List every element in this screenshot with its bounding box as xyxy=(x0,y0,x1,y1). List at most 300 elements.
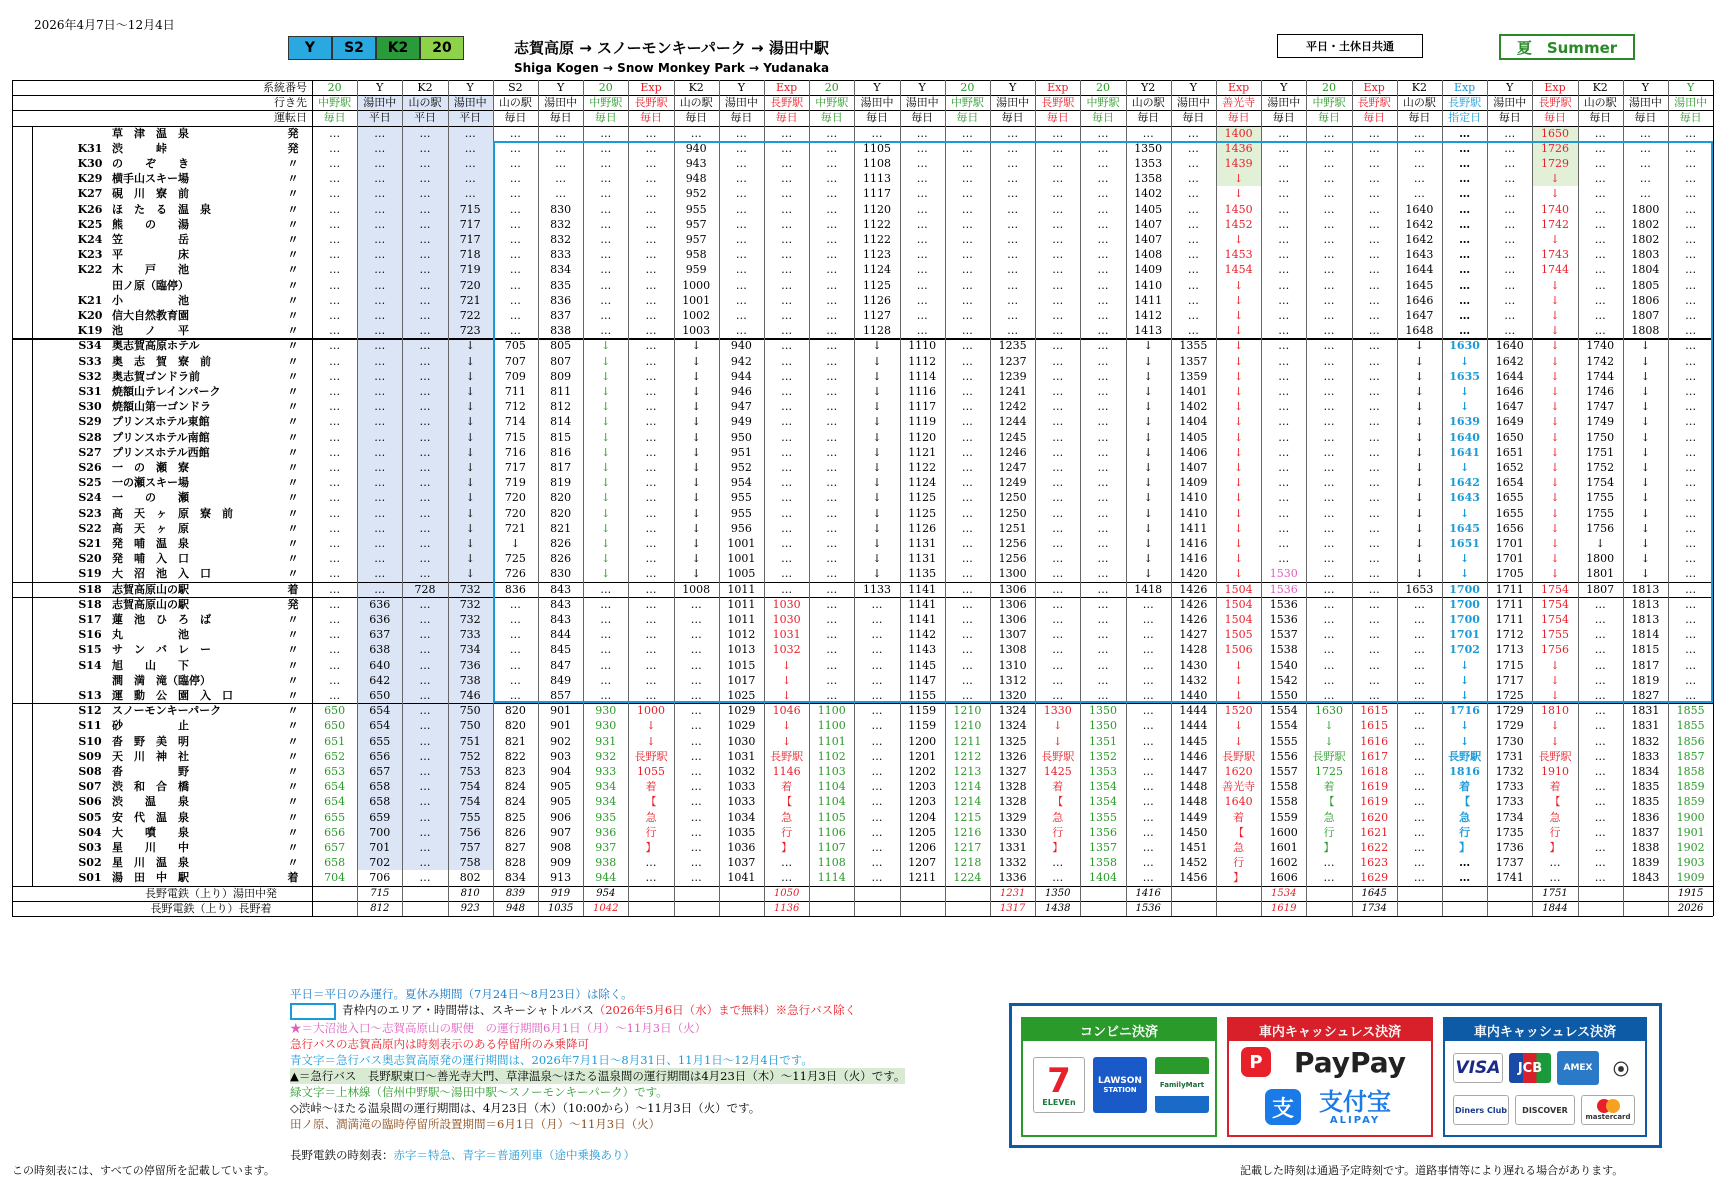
railway-connection-label: 長野電鉄（上り）長野着 xyxy=(150,901,272,915)
departure-time: 1755 xyxy=(1540,628,1569,642)
departure-time: … xyxy=(916,157,928,170)
departure-time: 長野駅 xyxy=(1041,749,1075,763)
route-badge-y: Y xyxy=(288,36,332,60)
stop-name: 発 哺 温 泉 xyxy=(112,537,189,550)
departure-time: … xyxy=(826,445,838,459)
departure-time: 1536 xyxy=(1269,613,1298,626)
departure-time: 1701 xyxy=(1449,628,1480,642)
departure-time: ↓ xyxy=(1640,567,1650,581)
departure-time: … xyxy=(374,309,386,322)
departure-time: ↓ xyxy=(691,461,701,474)
departure-time: 1351 xyxy=(1088,734,1117,748)
departure-time: 1401 xyxy=(1179,385,1208,398)
departure-time: … xyxy=(1097,202,1109,216)
departure-time: … xyxy=(645,187,657,201)
departure-time: … xyxy=(1368,248,1380,262)
departure-time: … xyxy=(555,172,567,186)
stop-mark: 〃 xyxy=(287,613,299,626)
departure-time: 1902 xyxy=(1676,841,1705,854)
departure-time: 1031 xyxy=(727,749,756,763)
departure-time: … xyxy=(1323,476,1335,490)
departure-time: … xyxy=(1097,293,1109,307)
departure-time: … xyxy=(1459,324,1471,338)
departure-time: 1235 xyxy=(998,339,1027,353)
note-shuttle xyxy=(290,1002,905,1020)
departure-time: 654 xyxy=(369,719,391,733)
departure-time: … xyxy=(1187,172,1199,186)
page-title-english: Shiga Kogen → Snow Monkey Park → Yudanaka xyxy=(514,61,830,75)
departure-time: ↓ xyxy=(1459,719,1470,733)
departure-time: 700 xyxy=(369,825,391,839)
railway-time: 1751 xyxy=(1542,887,1568,899)
departure-time: 942 xyxy=(730,354,752,368)
departure-time: ↓ xyxy=(1414,385,1424,398)
departure-time: … xyxy=(1504,263,1516,277)
trip-dest: 湯田中 xyxy=(544,96,578,110)
departure-time: … xyxy=(961,628,973,642)
departure-time: 1217 xyxy=(953,841,982,854)
shuttle-frame-swatch xyxy=(290,1003,336,1020)
departure-time: … xyxy=(419,841,431,854)
departure-time: … xyxy=(735,233,747,246)
railway-time: 1619 xyxy=(1271,902,1297,914)
departure-time: … xyxy=(1323,202,1335,216)
departure-time: … xyxy=(1413,157,1425,170)
departure-time: … xyxy=(329,521,341,535)
trip-dest: 長野駅 xyxy=(1448,96,1482,110)
departure-time: … xyxy=(871,825,883,839)
departure-time: … xyxy=(1685,613,1697,626)
departure-time: 1807 xyxy=(1631,309,1660,322)
departure-time: … xyxy=(1594,689,1606,702)
departure-time: 821 xyxy=(504,734,526,748)
departure-time: ↓ xyxy=(465,445,475,459)
departure-time: 757 xyxy=(459,841,481,854)
departure-time: … xyxy=(645,597,657,611)
departure-time: … xyxy=(600,141,612,155)
departure-time: … xyxy=(1685,202,1697,216)
departure-time: … xyxy=(1007,126,1019,140)
trip-days: 平日 xyxy=(368,111,391,125)
departure-time: 843 xyxy=(550,597,572,611)
departure-time: … xyxy=(645,537,657,550)
departure-time: 1536 xyxy=(1269,597,1298,611)
departure-time: ↓ xyxy=(601,354,611,368)
departure-time: ↓ xyxy=(1550,491,1560,505)
departure-time: … xyxy=(1504,233,1516,246)
departure-time: … xyxy=(1052,263,1064,277)
departure-time: … xyxy=(781,415,793,429)
departure-time: … xyxy=(781,278,793,292)
departure-time: 1406 xyxy=(1179,445,1208,459)
departure-time: 1729 xyxy=(1495,719,1524,733)
departure-time: … xyxy=(961,233,973,246)
departure-time: 709 xyxy=(504,369,526,383)
departure-time: 830 xyxy=(550,567,572,581)
departure-time: 1640 xyxy=(1449,430,1480,444)
departure-time: … xyxy=(1052,233,1064,246)
departure-time: ↓ xyxy=(1550,385,1560,398)
trip-days: 平日 xyxy=(459,111,482,125)
departure-time: 1324 xyxy=(998,704,1027,718)
departure-time: 1444 xyxy=(1179,719,1208,733)
departure-time: … xyxy=(374,430,386,444)
departure-time: 1542 xyxy=(1269,673,1298,687)
departure-time: 1108 xyxy=(817,856,846,870)
departure-time: 732 xyxy=(459,613,481,626)
departure-time: ↓ xyxy=(872,537,882,550)
trip-days: 毎日 xyxy=(775,111,798,125)
departure-time: … xyxy=(509,141,521,155)
trip-route: 20 xyxy=(327,81,342,94)
departure-time: ↓ xyxy=(1459,552,1470,566)
departure-time: … xyxy=(1097,567,1109,581)
departure-time: … xyxy=(1097,400,1109,414)
departure-time: … xyxy=(1142,734,1154,748)
departure-time: … xyxy=(781,567,793,581)
railway-connection-label: 長野電鉄（上り）湯田中発 xyxy=(145,886,277,900)
departure-time: … xyxy=(645,202,657,216)
departure-time: … xyxy=(374,157,386,170)
departure-time: … xyxy=(690,871,702,885)
departure-time: 1621 xyxy=(1360,825,1389,839)
departure-time: … xyxy=(600,157,612,170)
departure-time: … xyxy=(1052,521,1064,535)
railway-time: 839 xyxy=(505,887,525,899)
departure-time: … xyxy=(600,613,612,626)
departure-time: 1350 xyxy=(1088,704,1117,718)
departure-time: 728 xyxy=(414,582,436,596)
departure-time: 734 xyxy=(459,643,481,657)
departure-time: … xyxy=(826,613,838,626)
departure-time: ↓ xyxy=(1233,293,1244,307)
departure-time: ↓ xyxy=(1550,734,1560,748)
departure-time: … xyxy=(645,248,657,262)
departure-time: … xyxy=(419,871,431,885)
departure-time: 1325 xyxy=(998,734,1027,748)
departure-time: … xyxy=(1278,172,1290,186)
departure-time: … xyxy=(826,157,838,170)
departure-time: 832 xyxy=(550,217,572,231)
departure-time: ↓ xyxy=(1550,400,1560,414)
departure-time: ↓ xyxy=(1233,339,1244,353)
departure-time: ↓ xyxy=(1550,476,1560,490)
departure-time: 1715 xyxy=(1495,658,1524,672)
departure-time: 着 xyxy=(781,780,793,794)
departure-time: 1037 xyxy=(727,856,756,870)
stop-code: S21 xyxy=(78,537,102,550)
payment-paypay-title: 車内キャッシュレス決済 xyxy=(1229,1019,1431,1041)
departure-time: 832 xyxy=(550,233,572,246)
departure-time: 814 xyxy=(550,415,572,429)
departure-time: 1700 xyxy=(1449,613,1480,626)
departure-time: ↓ xyxy=(781,734,792,748)
departure-time: … xyxy=(690,780,702,794)
departure-time: … xyxy=(1368,537,1380,550)
departure-time: … xyxy=(419,157,431,170)
departure-time: 着 xyxy=(1459,780,1471,794)
stop-name: 大 噴 泉 xyxy=(112,825,189,839)
departure-time: 1241 xyxy=(998,385,1027,398)
summer-icon: 夏 Summer xyxy=(1516,38,1618,57)
departure-time: … xyxy=(374,385,386,398)
departure-time: … xyxy=(871,810,883,824)
departure-time: … xyxy=(1459,172,1471,186)
railway-time: 954 xyxy=(596,887,616,899)
departure-time: … xyxy=(826,537,838,550)
trip-days: 指定日 xyxy=(1448,111,1482,125)
departure-time: … xyxy=(329,248,341,262)
departure-time: 1737 xyxy=(1495,856,1524,870)
departure-time: 1003 xyxy=(682,324,711,338)
departure-time: … xyxy=(1187,293,1199,307)
departure-time: … xyxy=(1052,613,1064,626)
departure-time: … xyxy=(1413,613,1425,626)
departure-time: … xyxy=(735,248,747,262)
departure-time: 1402 xyxy=(1134,187,1163,201)
departure-time: … xyxy=(1594,673,1606,687)
stop-code: K23 xyxy=(77,248,103,262)
departure-time: 1320 xyxy=(998,689,1027,702)
departure-time: … xyxy=(781,385,793,398)
departure-time: 845 xyxy=(550,643,572,657)
departure-time: … xyxy=(961,385,973,398)
departure-time: … xyxy=(690,704,702,718)
departure-time: ↓ xyxy=(1233,719,1244,733)
departure-time: … xyxy=(1097,673,1109,687)
departure-time: 1646 xyxy=(1405,293,1434,307)
departure-time: 834 xyxy=(550,263,572,277)
departure-time: 行 xyxy=(781,825,793,839)
departure-time: … xyxy=(509,263,521,277)
departure-time: ↓ xyxy=(1233,476,1244,490)
departure-time: 1635 xyxy=(1449,369,1480,383)
departure-time: … xyxy=(1007,202,1019,216)
departure-time: … xyxy=(871,658,883,672)
departure-time: … xyxy=(1549,856,1561,870)
departure-time: 1214 xyxy=(953,795,982,809)
departure-time: … xyxy=(961,582,973,596)
trip-days: 毎日 xyxy=(1679,111,1702,125)
departure-time: … xyxy=(645,567,657,581)
departure-time: … xyxy=(419,430,431,444)
departure-time: … xyxy=(826,476,838,490)
departure-time: 1644 xyxy=(1495,369,1524,383)
stop-mark: 〃 xyxy=(287,780,299,794)
departure-time: … xyxy=(781,126,793,140)
departure-time: ↓ xyxy=(1640,400,1650,414)
stop-name: 焼額山テレインパーク xyxy=(112,385,221,398)
departure-time: 1036 xyxy=(727,841,756,854)
departure-time: … xyxy=(329,689,341,702)
departure-time: 1203 xyxy=(908,780,937,794)
departure-time: ↓ xyxy=(601,430,611,444)
trip-days: 毎日 xyxy=(1272,111,1295,125)
trip-route: S2 xyxy=(508,81,523,94)
departure-time: … xyxy=(1685,491,1697,505)
departure-time: … xyxy=(1142,126,1154,140)
departure-time: 1615 xyxy=(1360,719,1389,733)
trip-route: Exp xyxy=(640,81,662,94)
departure-time: … xyxy=(509,217,521,231)
departure-time: ↓ xyxy=(601,521,611,535)
departure-time: 658 xyxy=(369,795,391,809)
departure-time: 1558 xyxy=(1269,780,1298,794)
departure-time: 1712 xyxy=(1495,628,1524,642)
departure-time: … xyxy=(1097,369,1109,383)
departure-time: … xyxy=(1052,476,1064,490)
departure-time: … xyxy=(735,217,747,231)
departure-time: … xyxy=(329,673,341,687)
departure-time: 1452 xyxy=(1224,217,1253,231)
departure-time: 720 xyxy=(504,506,526,520)
departure-time: … xyxy=(419,400,431,414)
departure-time: 1620 xyxy=(1360,810,1389,824)
departure-time: … xyxy=(735,309,747,322)
departure-time: 1439 xyxy=(1224,157,1253,170)
departure-time: ↓ xyxy=(781,673,792,687)
departure-time: ↓ xyxy=(691,369,701,383)
stop-name: 旭 山 下 xyxy=(112,658,189,672)
departure-time: … xyxy=(1459,856,1471,870)
stop-name: 硯 川 寮 前 xyxy=(112,187,189,201)
trip-dest: 湯田中 xyxy=(860,96,894,110)
departure-time: 1204 xyxy=(908,810,937,824)
departure-time: 1837 xyxy=(1631,825,1660,839)
departure-time: … xyxy=(1368,521,1380,535)
table-border-left xyxy=(12,80,13,916)
departure-time: 1506 xyxy=(1224,643,1253,657)
departure-time: … xyxy=(1459,309,1471,322)
departure-time: … xyxy=(1594,765,1606,778)
departure-time: … xyxy=(690,597,702,611)
departure-time: … xyxy=(1278,293,1290,307)
departure-time: … xyxy=(1594,248,1606,262)
departure-time: … xyxy=(1097,126,1109,140)
departure-time: 1306 xyxy=(998,597,1027,611)
departure-time: … xyxy=(1052,673,1064,687)
departure-time: ↓ xyxy=(1233,552,1244,566)
departure-time: 1743 xyxy=(1540,248,1569,262)
stop-code: S17 xyxy=(78,613,102,626)
departure-time: … xyxy=(419,461,431,474)
departure-time: 1805 xyxy=(1631,278,1660,292)
departure-time: 1324 xyxy=(998,719,1027,733)
departure-time: 行 xyxy=(1459,825,1471,839)
departure-time: 1806 xyxy=(1631,293,1660,307)
departure-time: … xyxy=(600,217,612,231)
departure-time: … xyxy=(1052,278,1064,292)
departure-time: ↓ xyxy=(1550,461,1560,474)
departure-time: … xyxy=(374,369,386,383)
departure-time: ↓ xyxy=(1640,385,1650,398)
departure-time: 1432 xyxy=(1179,673,1208,687)
stop-name: 志賀高原山の駅 xyxy=(112,582,189,596)
departure-time: 652 xyxy=(324,749,346,763)
stop-name: 横手山スキー場 xyxy=(112,172,189,186)
departure-time: … xyxy=(1504,324,1516,338)
departure-time: ↓ xyxy=(1233,187,1244,201)
departure-time: … xyxy=(374,293,386,307)
header-row-line xyxy=(12,95,1713,96)
departure-time: … xyxy=(1459,187,1471,201)
departure-time: … xyxy=(1278,217,1290,231)
departure-time: … xyxy=(419,825,431,839)
stop-name: 運 動 公 園 入 口 xyxy=(112,689,233,702)
departure-time: 1649 xyxy=(1495,415,1524,429)
departure-time: … xyxy=(645,126,657,140)
departure-time: … xyxy=(871,795,883,809)
departure-time: … xyxy=(464,187,476,201)
departure-time: 1813 xyxy=(1631,582,1660,596)
stop-code: K30 xyxy=(77,157,103,170)
departure-time: … xyxy=(419,856,431,870)
departure-time: 】 xyxy=(1052,841,1064,854)
departure-time: 1008 xyxy=(682,582,711,596)
departure-time: … xyxy=(419,248,431,262)
stop-mark: 〃 xyxy=(287,339,299,353)
departure-time: … xyxy=(419,597,431,611)
departure-time: … xyxy=(1459,248,1471,262)
departure-time: 701 xyxy=(369,841,391,854)
trip-dest: 中野駅 xyxy=(589,96,623,110)
departure-time: … xyxy=(374,582,386,596)
departure-time: … xyxy=(961,339,973,353)
header-label: 行き先 xyxy=(274,96,307,110)
payment-convenience-title: コンビニ決済 xyxy=(1023,1019,1215,1041)
departure-time: 1210 xyxy=(953,704,982,718)
departure-time: 1754 xyxy=(1586,476,1615,490)
departure-time: 1856 xyxy=(1676,734,1705,748)
lawson-text: LAWSON xyxy=(1098,1076,1142,1086)
departure-time: 811 xyxy=(550,385,572,398)
departure-time: … xyxy=(781,157,793,170)
departure-time: … xyxy=(509,597,521,611)
stop-mark: 発 xyxy=(287,597,299,611)
departure-time: ↓ xyxy=(1459,658,1470,672)
departure-time: 1910 xyxy=(1540,765,1569,778)
departure-time: 849 xyxy=(550,673,572,687)
departure-time: … xyxy=(1323,385,1335,398)
departure-time: 1123 xyxy=(862,248,891,262)
departure-time: 837 xyxy=(550,309,572,322)
departure-time: 955 xyxy=(685,202,707,216)
departure-time: 844 xyxy=(550,628,572,642)
stop-name: 澗 満 滝（臨停） xyxy=(112,673,211,687)
departure-time: … xyxy=(1685,445,1697,459)
departure-time: … xyxy=(1097,476,1109,490)
departure-time: … xyxy=(1052,157,1064,170)
departure-time: 1618 xyxy=(1360,765,1389,778)
departure-time: 1816 xyxy=(1449,765,1480,778)
stop-mark: 〃 xyxy=(287,810,299,824)
departure-time: … xyxy=(1368,354,1380,368)
departure-time: 1155 xyxy=(908,689,937,702)
departure-time: … xyxy=(329,293,341,307)
departure-time: 1239 xyxy=(998,369,1027,383)
departure-time: 1602 xyxy=(1269,856,1298,870)
departure-time: … xyxy=(1278,324,1290,338)
departure-time: 843 xyxy=(550,582,572,596)
departure-time: … xyxy=(509,613,521,626)
departure-time: … xyxy=(1685,369,1697,383)
trip-route: 20 xyxy=(1095,81,1110,94)
departure-time: 行 xyxy=(1549,825,1561,839)
departure-time: ↓ xyxy=(1459,385,1470,398)
departure-time: ↓ xyxy=(1414,445,1424,459)
departure-time: ↓ xyxy=(465,415,475,429)
departure-time: … xyxy=(1368,613,1380,626)
